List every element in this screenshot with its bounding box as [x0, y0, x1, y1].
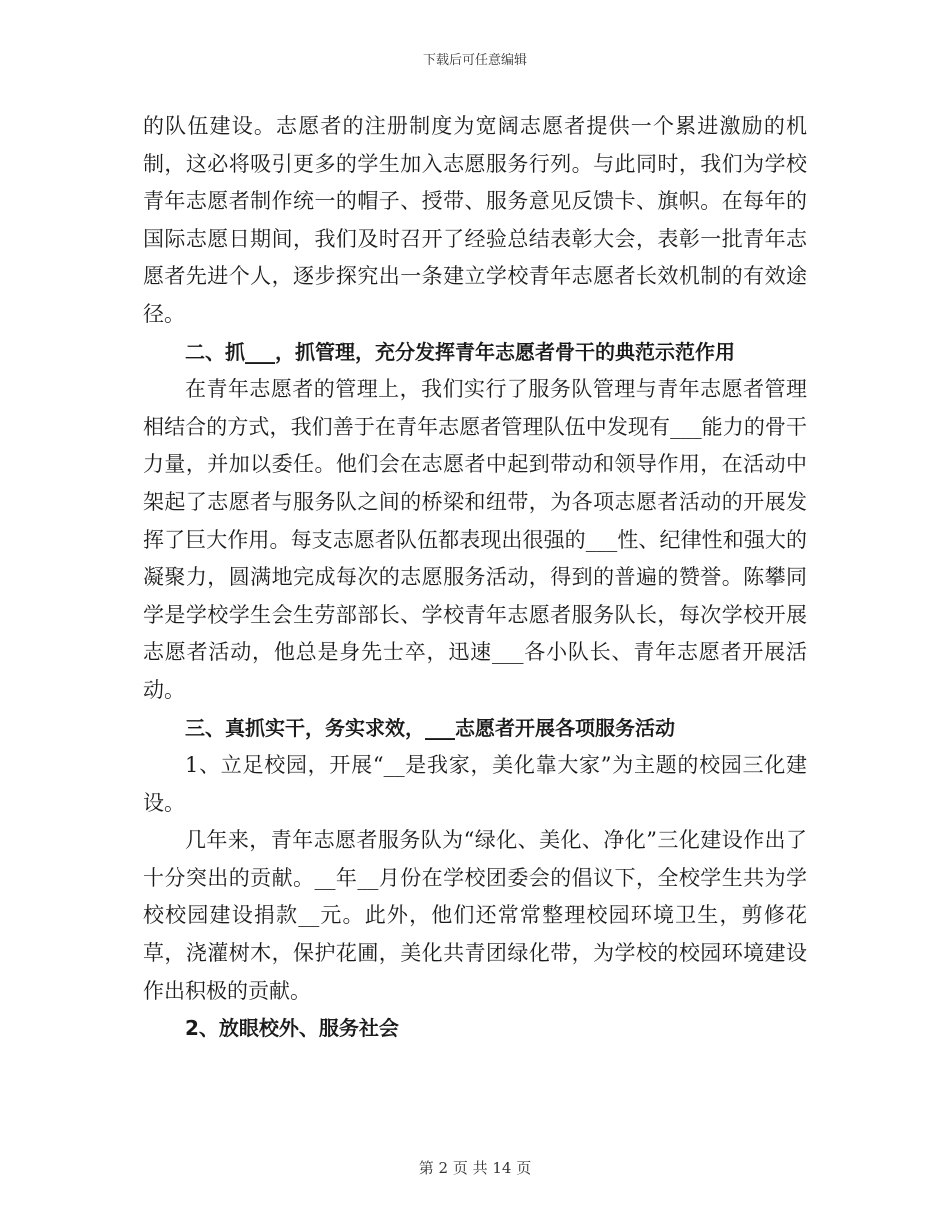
body-paragraph-campus-greening: 几年来，青年志愿者服务队为“绿化、美化、净化”三化建设作出了十分突出的贡献。__年__月份在学校团委会的倡议下，全校学生共为学校校园建设捐款__元。此外，他们还常常整理校园环境卫生，剪修花草，浇灌树木，保护花圃，美化共青团绿化带，为学校的校园环境建设作出积极的贡献。	[143, 828, 807, 1003]
body-paragraph-continued: 的队伍建设。志愿者的注册制度为宽阔志愿者提供一个累进激励的机制，这必将吸引更多的学生加入志愿服务行列。与此同时，我们为学校青年志愿者制作统一的帽子、授带、服务意见反馈卡、旗帜。在每年的国际志愿日期间，我们及时召开了经验总结表彰大会，表彰一批青年志愿者先进个人，逐步探究出一条建立学校青年志愿者长效机制的有效途径。	[143, 114, 807, 326]
body-paragraph-management: 在青年志愿者的管理上，我们实行了服务队管理与青年志愿者管理相结合的方式，我们善于在青年志愿者管理队伍中发现有___能力的骨干力量，并加以委任。他们会在志愿者中起到带动和领导作用，在活动中架起了志愿者与服务队之间的桥梁和纽带，为各项志愿者活动的开展发挥了巨大作用。每支志愿者队伍都表现出很强的___性、纪律性和强大的凝聚力，圆满地完成每次的志愿服务活动，得到的普遍的赞誉。陈攀同学是学校学生会生劳部部长、学校青年志愿者服务队长，每次学校开展志愿者活动，他总是身先士卒，迅速___各小队长、青年志愿者开展活动。	[143, 377, 807, 702]
section-heading-three: 三、真抓实干，务实求效，___志愿者开展各项服务活动	[185, 715, 675, 740]
page-number: 第 2 页 共 14 页	[418, 1159, 532, 1177]
document-body	[143, 108, 807, 1048]
subsection-campus: 1、立足校园，开展“__是我家，美化靠大家”为主题的校园三化建设。	[143, 753, 807, 815]
page-header-note: 下载后可任意编辑	[422, 53, 527, 68]
section-heading-two: 二、抓___，抓管理，充分发挥青年志愿者骨干的典范示范作用	[185, 339, 735, 364]
subsection-heading-society: 2、放眼校外、服务社会	[185, 1016, 399, 1041]
